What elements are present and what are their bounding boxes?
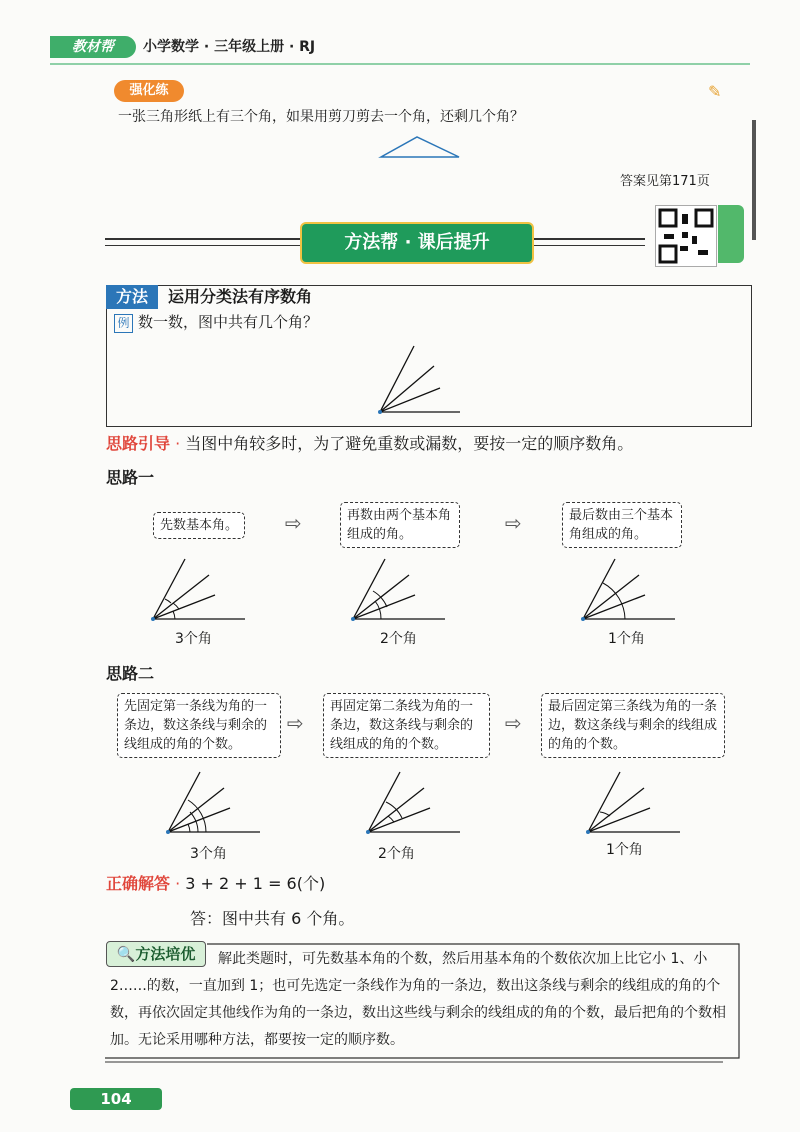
arrow-right-icon: ⇨ — [505, 711, 522, 735]
approach1-count-1: 3个角 — [175, 631, 212, 647]
approach2-angle-figure-3 — [580, 768, 690, 838]
method-title: 运用分类法有序数角 — [168, 287, 313, 306]
practice-question: 一张三角形纸上有三个角，如果用剪刀剪去一个角，还剩几个角？ — [118, 109, 524, 125]
triangle-shape — [381, 137, 459, 157]
example-tag: 例 — [114, 314, 133, 333]
hint-line: 思路引导 · 当图中角较多时，为了避免重数或漏数，要按一定的顺序数角。 — [106, 434, 634, 453]
qr-pattern-icon — [656, 206, 716, 266]
approach1-step3-box: 最后数由三个基本角组成的角。 — [562, 502, 682, 548]
brand-badge: 教材帮 — [50, 36, 136, 58]
arrow-right-icon: ⇨ — [285, 511, 302, 535]
approach2-step2-box: 再固定第二条线为角的一条边，数这条线与剩余的线组成的角的个数。 — [323, 693, 490, 758]
approach1-count-3: 1个角 — [608, 631, 645, 647]
qr-code[interactable] — [655, 205, 717, 267]
section-banner: 方法帮 · 课后提升 — [300, 222, 534, 264]
approach1-angle-figure-1 — [145, 555, 255, 625]
solution-line: 正确解答 · 3 + 2 + 1 = 6(个) — [106, 874, 326, 893]
approach2-count-3: 1个角 — [606, 842, 643, 858]
triangle-figure — [375, 133, 465, 163]
arrow-right-icon: ⇨ — [287, 711, 304, 735]
hint-text: 当图中角较多时，为了避免重数或漏数，要按一定的顺序数角。 — [185, 434, 634, 453]
header-divider — [50, 63, 750, 65]
page-number: 104 — [70, 1088, 162, 1110]
approach2-count-2: 2个角 — [378, 846, 415, 862]
tip-text: 解此类题时，可先数基本角的个数，然后用基本角的个数依次加上比它小 1、小 2……的数，一直加到 1；也可先选定一条线作为角的一条边，数出这条线与剩余的线组成的角的个数，再依次固定其他线作为角的一条边，数出这些线与剩余的线组成的角的个数，最后把角的个数相加。无论采用哪种方法，都要按一定的顺序数。 — [110, 951, 726, 1048]
book-title: 小学数学 · 三年级上册 · RJ — [143, 39, 316, 55]
approach2-count-1: 3个角 — [190, 846, 227, 862]
approach1-title: 思路一 — [106, 468, 155, 487]
qr-side-tab — [718, 205, 744, 263]
hint-label: 思路引导 — [106, 434, 171, 453]
solution-equation: 3 + 2 + 1 = 6(个) — [185, 874, 326, 893]
practice-badge: 强化练 — [114, 80, 184, 102]
example-angle-figure — [370, 340, 470, 420]
approach1-angle-figure-2 — [345, 555, 455, 625]
answer-reference: 答案见第171页 — [620, 174, 710, 189]
approach1-angle-figure-3 — [575, 555, 685, 625]
method-tag: 方法 — [106, 285, 158, 309]
tip-badge-label: 方法培优 — [135, 945, 196, 963]
approach1-step1-box: 先数基本角。 — [153, 512, 245, 539]
pencil-icon: ✎ — [708, 82, 722, 101]
approach1-step2-box: 再数由两个基本角组成的角。 — [340, 502, 460, 548]
approach1-count-2: 2个角 — [380, 631, 417, 647]
solution-answer: 答：图中共有 6 个角。 — [190, 909, 355, 928]
example-question: 数一数，图中共有几个角？ — [138, 313, 319, 331]
side-divider — [752, 120, 756, 240]
approach2-title: 思路二 — [106, 664, 155, 683]
arrow-right-icon: ⇨ — [505, 511, 522, 535]
approach2-angle-figure-1 — [160, 768, 270, 838]
approach2-step1-box: 先固定第一条线为角的一条边，数这条线与剩余的线组成的角的个数。 — [117, 693, 281, 758]
approach2-step3-box: 最后固定第三条线为角的一条边，数这条线与剩余的线组成的角的个数。 — [541, 693, 725, 758]
approach2-angle-figure-2 — [360, 768, 470, 838]
magnifier-icon: 🔍 — [116, 945, 136, 963]
solution-label: 正确解答 — [106, 874, 171, 893]
